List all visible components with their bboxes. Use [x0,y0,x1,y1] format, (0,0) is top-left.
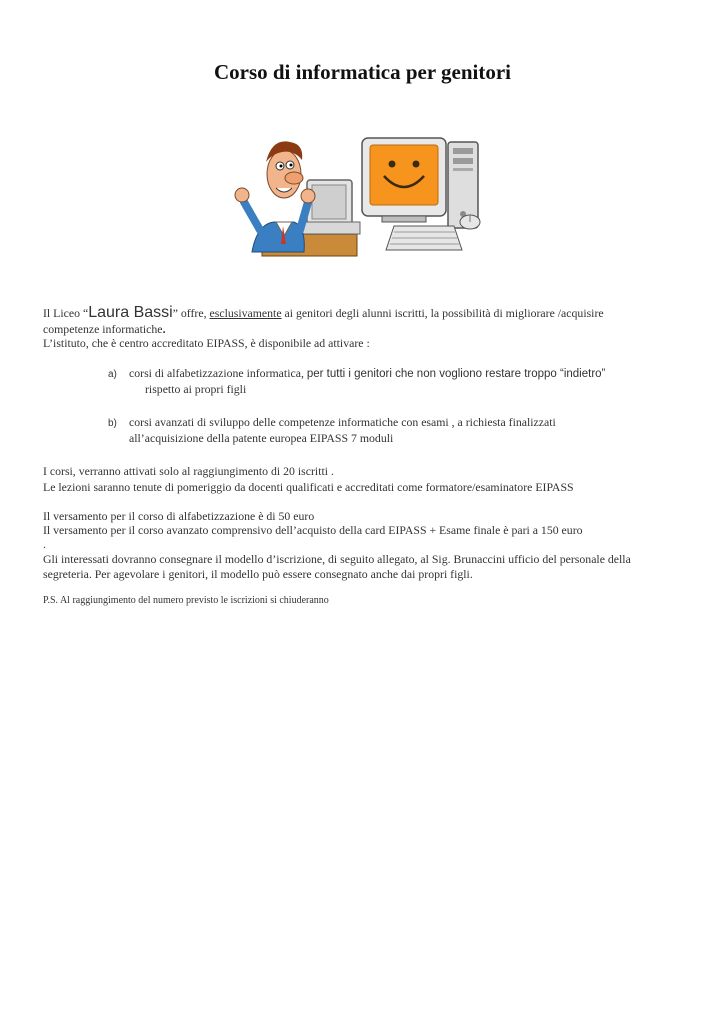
postscript: P.S. Al raggiungimento del numero previsto le iscrizioni si chiuderanno [43,595,329,606]
excited-man-at-computer-icon [235,141,360,256]
list-marker-b: b) [108,418,117,429]
list-item-a-highlight: per tutti i genitori che non vogliono restare troppo “indietro” [306,368,606,380]
list-item-a-text: corsi di alfabetizzazione informatica, [129,366,307,380]
list-marker-a: a) [108,369,117,380]
courses-line-2: Le lezioni saranno tenute di pomeriggio da docenti qualificati e accreditati come formatore/esaminatore EIPASS [43,480,574,494]
intro-line-1 [43,306,604,320]
courses-line-1: I corsi, verranno attivati solo al raggiungimento di 20 iscritti . [43,464,334,478]
intro-text-c: ai genitori degli alunni iscritti, la possibilità di migliorare /acquisire [281,306,604,320]
school-name: Laura Bassi [88,304,173,321]
enroll-line-2: segreteria. Per agevolare i genitori, il modello può essere consegnato anche dai propri figli. [43,567,473,581]
intro-line-2 [43,322,166,336]
intro-line-2-text: competenze informatiche [43,322,163,336]
intro-line-3: L’istituto, che è centro accreditato EIPASS, è disponibile ad attivare : [43,336,370,350]
list-item-a-line-2: rispetto ai propri figli [145,382,247,396]
intro-text-a: Il Liceo “ [43,306,89,320]
enroll-line-1: Gli interessati dovranno consegnare il modello d’iscrizione, di seguito allegato, al Sig. Brunaccini ufficio del personale della [43,552,631,566]
page-title: Corso di informatica per genitori [213,60,512,84]
intro-text-b: ” offre, [172,306,210,320]
computer-illustration [232,132,494,260]
intro-line-2-period: . [162,322,166,336]
fee-line-2: Il versamento per il corso avanzato comprensivo dell’acquisto della card EIPASS + Esame finale è pari a 150 euro [43,523,583,537]
fee-dot: . [43,537,46,551]
fee-line-1: Il versamento per il corso di alfabetizzazione è di 50 euro [43,509,315,523]
emphasis-exclusively: esclusivamente [209,306,282,320]
smiling-computer-icon [362,138,480,250]
list-item-b-line-2: all’acquisizione della patente europea EIPASS 7 moduli [129,431,394,445]
list-item-b-line-1: corsi avanzati di sviluppo delle competenze informatiche con esami , a richiesta finalizzati [129,415,556,429]
list-item-a-line-1 [129,366,605,381]
